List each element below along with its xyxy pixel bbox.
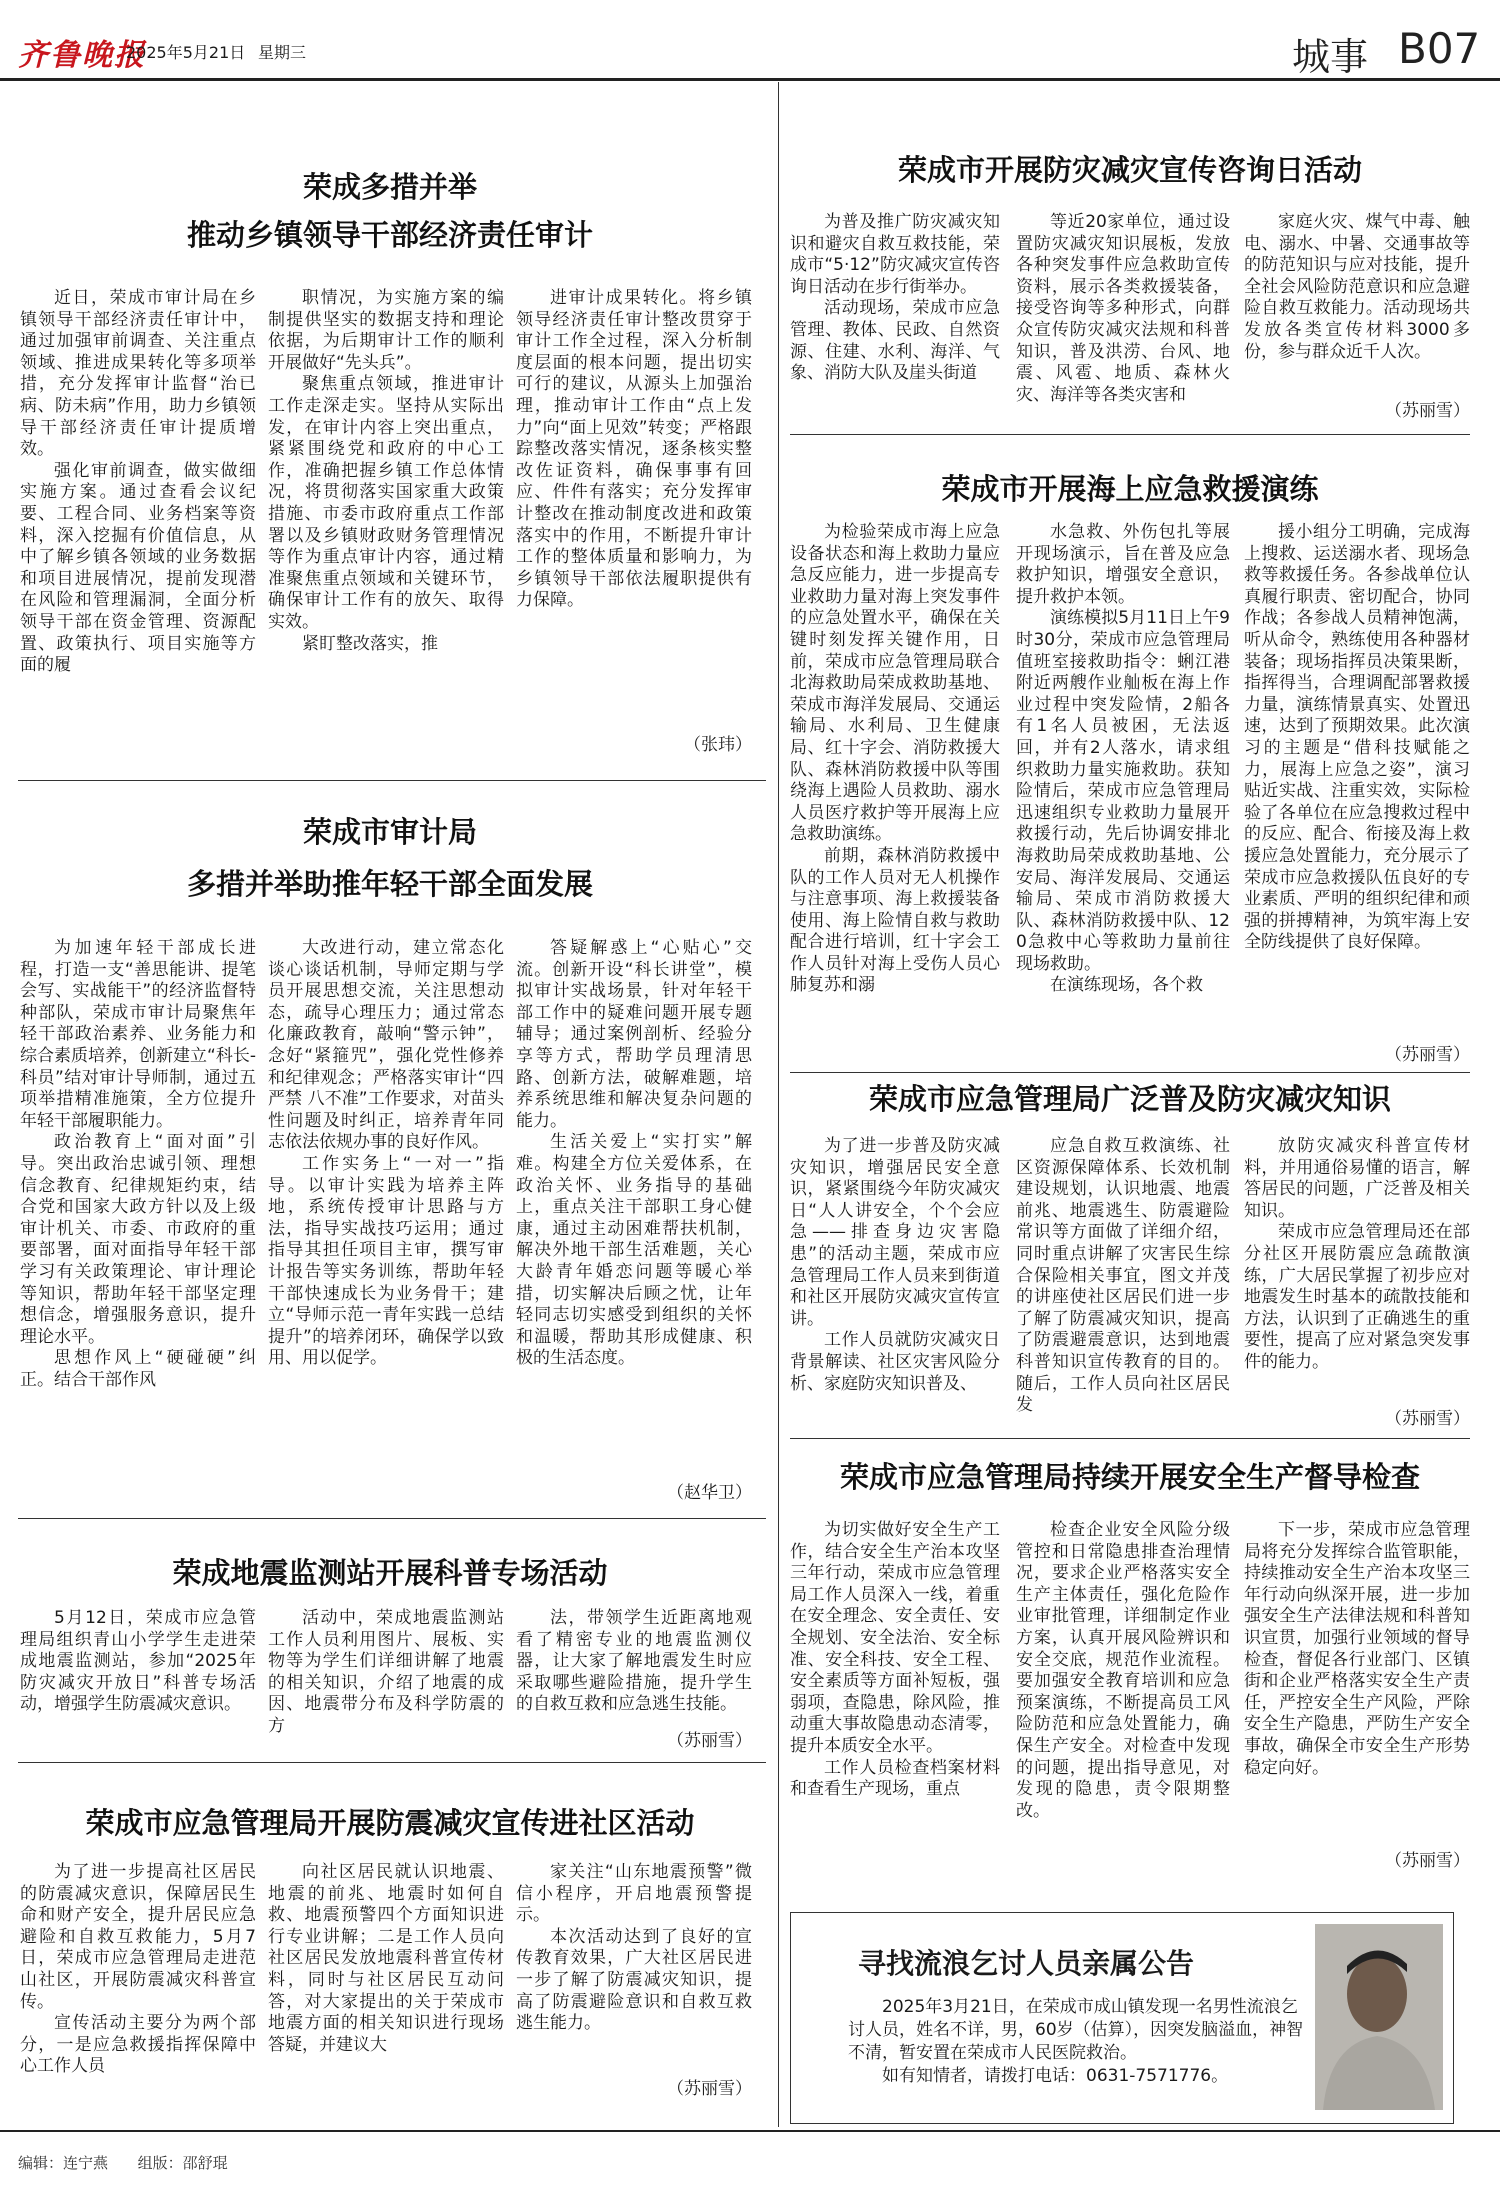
paragraph: 2025年3月21日，在荣成市成山镇发现一名男性流浪乞讨人员，姓名不详，男，60岁（估算），因突发脑溢血，神智不清，暂安置在荣成市人民医院救治。 [848, 1997, 1304, 2063]
article-separator [790, 434, 1470, 435]
article-column: 检查企业安全风险分级管控和日常隐患排查治理情况，要求企业严格落实安全生产主体责任，强化危险作业审批管理，详细制定作业方案，认真开展风险辨识和安全交底，规范作业流程。要加强安全教育培训和应急预案演练，不断提高员工风险防范和应急处置能力，确保生产安全。对检查中发现的问题，提出指导意见，对发现的隐患，责令限期整改。 [1016, 1520, 1230, 1821]
paragraph: 思想作风上“硬碰硬”纠正。结合干部作风 [20, 1348, 256, 1390]
article-subtitle: 多措并举助推年轻干部全面发展 [186, 867, 593, 901]
paragraph: 水急救、外伤包扎等展开现场演示，旨在普及应急救护知识，增强安全意识，提升救护本领。 [1016, 522, 1230, 607]
paragraph: 为了进一步普及防灾减灾知识，增强居民安全意识，紧紧围绕今年防灾减灾日“人人讲安全，个个会应急——排查身边灾害隐患”的活动主题，荣成市应急管理局工作人员来到街道和社区开展防灾减灾宣传宣讲。 [790, 1136, 1000, 1329]
article-byline: （张玮） [684, 735, 752, 755]
article-separator [18, 1762, 766, 1763]
paragraph: 答疑解惑上“心贴心”交流。创新开设“科长讲堂”，模拟审计实战场景，针对年轻干部工作中的疑难问题开展专题辅导；通过案例剖析、经验分享等方式，帮助学员理清思路、创新方法，破解难题，培养系统思维和解决复杂问题的能力。 [516, 938, 752, 1131]
paragraph: 职情况，为实施方案的编制提供坚实的数据支持和理论依据，为后期审计工作的顺利开展做好“先头兵”。 [268, 288, 504, 373]
paragraph: 本次活动达到了良好的宣传教育效果，广大社区居民进一步了解了防震减灾知识，提高了防震避险意识和自救互救逃生能力。 [516, 1926, 752, 2034]
article-byline: （赵华卫） [667, 1483, 752, 1503]
paragraph: 为检验荣成市海上应急设备状态和海上救助力量应急反应能力，进一步提高专业救助力量对海上突发事件的应急处置水平，确保在关键时刻发挥关键作用，日前，荣成市应急管理局联合北海救助局荣成救助基地、荣成市海洋发展局、交通运输局、水利局、卫生健康局、红十字会、消防救援大队、森林消防救援中队等围绕海上遇险人员救助、溺水人员医疗救护等开展海上应急救助演练。 [790, 522, 1000, 845]
article-separator [18, 780, 766, 781]
article-byline: （苏丽雪） [667, 2079, 752, 2099]
article-column: 应急自救互救演练、社区资源保障体系、长效机制建设规划，认识地震、地震前兆、地震逃生、防震避险常识等方面做了详细介绍，同时重点讲解了灾害民生综合保险相关事宜，图文并茂的讲座使社区居民们进一步了解了防震减灾知识，提高了防震避震意识，达到地震科普知识宣传教育的目的。随后，工作人员向社区居民发 [1016, 1136, 1230, 1416]
paragraph: 宣传活动主要分为两个部分，一是应急救援指挥保障中心工作人员 [20, 2013, 256, 2077]
article-column [20, 288, 256, 758]
article-title: 荣成市审计局 [302, 815, 477, 849]
page-number: B07 [1398, 24, 1481, 73]
paragraph: 如有知情者，请拨打电话：0631-7571776。 [882, 2066, 1229, 2086]
article-column [790, 212, 1000, 417]
paragraph: 生活关爱上“实打实”解难。构建全方位关爱体系，在政治关怀、业务指导的基础上，重点关注干部职工身心健康，通过主动困难帮扶机制，解决外地干部生活难题，关心大龄青年婚恋问题等暖心举措，切实解决后顾之忧，让年轻同志切实感受到组织的关怀和温暖，帮助其形成健康、积极的生活态度。 [516, 1132, 752, 1369]
article-title: 荣成多措并举 [302, 170, 477, 204]
article-title: 荣成市应急管理局持续开展安全生产督导检查 [839, 1460, 1420, 1494]
article-byline: （苏丽雪） [1385, 1409, 1470, 1429]
article-title: 荣成市应急管理局开展防震减灾宣传进社区活动 [85, 1806, 695, 1840]
paragraph: 为切实做好安全生产工作，结合安全生产治本攻坚三年行动，荣成市应急管理局工作人员深入一线，着重在安全理念、安全责任、安全规划、安全法治、安全标准、安全科技、安全工程、安全素质等方面补短板，强弱项，查隐患，除风险，推动重大事故隐患动态清零，提升本质安全水平。 [790, 1520, 1000, 1756]
article-byline: （苏丽雪） [667, 1731, 752, 1751]
article-byline: （苏丽雪） [1385, 401, 1470, 421]
paragraph: 近日，荣成市审计局在乡镇领导干部经济责任审计中，通过加强审前调查、关注重点领域、推进成果转化等多项举措，充分发挥审计监督“治已病、防未病”作用，助力乡镇领导干部经济责任审计提质增效。 [20, 288, 256, 460]
article-column [1244, 1136, 1470, 1401]
paragraph: 工作实务上“一对一”指导。以审计实践为培养主阵地，系统传授审计思路与方法，指导实战技巧运用；通过指导其担任项目主审，撰写审计报告等实务训练，帮助年轻干部快速成长为业务骨干；建立“导师示范一青年实践一总结提升”的培养闭环，确保学以致用、用以促学。 [268, 1153, 504, 1369]
paragraph: 放防灾减灾科普宣传材料，并用通俗易懂的语言，解答居民的问题，广泛普及相关知识。 [1244, 1136, 1470, 1221]
paragraph: 强化审前调查，做实做细实施方案。通过查看会议纪要、工程合同、业务档案等资料，深入挖掘有价值信息，从中了解乡镇各领域的业务数据和项目进展情况，提前发现潜在风险和管理漏洞，全面分析领导干部在资金管理、资源配置、政策执行、项目实施等方面的履 [20, 460, 256, 676]
masthead-logo: 齐鲁晚报 [18, 38, 146, 73]
paragraph: 在演练现场，各个救 [1050, 975, 1203, 996]
article-column: 援小组分工明确，完成海上搜救、运送溺水者、现场急救等救援任务。各参战单位认真履行职责、密切配合，协同作战；各参战人员精神饱满，听从命令，熟练使用各种器材装备；现场指挥员决策果断，指挥得当，合理调配部署救援力量，演练情景真实、处置迅速，达到了预期效果。此次演习的主题是“借科技赋能之力，展海上应急之姿”，演习贴近实战、注重实效，实际检验了各单位在应急搜救过程中的反应、配合、衔接及海上救援应急处置能力，充分展示了荣成市应急救援队伍良好的专业素质、严明的组织纪律和顽强的拼搏精神，为筑牢海上安全防线提供了良好保障。 [1244, 522, 1470, 953]
person-photo-placeholder-icon [1315, 1924, 1443, 2110]
article-title: 荣成市应急管理局广泛普及防灾减灾知识 [868, 1082, 1391, 1116]
article-separator [18, 1518, 766, 1519]
article-column: 向社区居民就认识地震、地震的前兆、地震时如何自救、地震预警四个方面知识进行专业讲解；二是工作人员向社区居民发放地震科普宣传材料，同时与社区居民互动问答，对大家提出的关于荣成市地震方面的相关知识进行现场答疑，并建议大 [268, 1862, 504, 2055]
article-column: 家庭火灾、煤气中毒、触电、溺水、中暑、交通事故等的防范知识与应对技能，提升全社会风险防范意识和应急避险自救互救能力。活动现场共发放各类宣传材料3000多份，参与群众近千人次。 [1244, 212, 1470, 362]
article-byline: （苏丽雪） [1385, 1045, 1470, 1065]
footer-editor: 编辑：连宁燕 [18, 2154, 109, 2172]
article-column: 进审计成果转化。将乡镇领导经济责任审计整改贯穿于审计工作全过程，深入分析制度层面的根本问题，提出切实可行的建议，从源头上加强治理，推动审计工作由“点上发力”向“面上见效”转变；严格跟踪整改落实情况，逐条核实整改佐证资料，确保事事有回应、件件有落实；充分发挥审计整改在推动制度改进和政策落实中的作用，不断提升审计工作的整体质量和影响力，为乡镇领导干部依法履职提供有力保障。 [516, 288, 752, 611]
article-title: 荣成地震监测站开展科普专场活动 [172, 1556, 608, 1590]
article-column [790, 522, 1000, 1062]
footer-credits [18, 2152, 228, 2173]
person-photo [1315, 1924, 1443, 2110]
paragraph: 大改进行动，建立常态化谈心谈话机制，导师定期与学员开展思想交流，关注思想动态，疏导心理压力；通过常态化廉政教育，敲响“警示钟”，念好“紧箍咒”，强化党性修养和纪律观念；严格落实审计“四严禁 八不准”工作要求，对苗头性问题及时纠正，培养青年同志依法依规办事的良好作风。 [268, 938, 504, 1153]
page-column-divider [778, 82, 779, 2127]
article-separator [790, 1438, 1470, 1439]
article-column [516, 938, 752, 1478]
notice-body [848, 1996, 1306, 2088]
paragraph: 聚焦重点领域，推进审计工作走深走实。坚持从实际出发，在审计内容上突出重点，紧紧围绕党和政府的中心工作，准确把握乡镇工作总体情况，将贯彻落实国家重大政策措施、市委市政府重点工作部署以及乡镇财政财务管理情况等作为重点审计内容，通过精准聚焦重点领域和关键环节，确保审计工作有的放矢、取得实效。 [268, 374, 504, 632]
paragraph: 为加速年轻干部成长进程，打造一支“善思能讲、提笔会写、实战能干”的经济监督特种部队，荣成市审计局聚焦年轻干部政治素养、业务能力和综合素质培养，创新建立“科长-科员”结对审计导师制，通过五项举措精准施策，全方位提升年轻干部履职能力。 [20, 938, 256, 1131]
paragraph: 为普及推广防灾减灾知识和避灾自救互救技能，荣成市“5·12”防灾减灾宣传咨询日活动在步行街举办。 [790, 212, 1000, 297]
paragraph: 荣成市应急管理局还在部分社区开展防震应急疏散演练，广大居民掌握了初步应对地震发生时基本的疏散技能和方法，认识到了正确逃生的重要性，提高了应对紧急突发事件的能力。 [1244, 1222, 1470, 1372]
article-separator [790, 1072, 1470, 1073]
paragraph: 前期，森林消防救援中队的工作人员对无人机操作与注意事项、海上救援装备使用、海上险情自救与救助配合进行培训，红十字会工作人员针对海上受伤人员心肺复苏和溺 [790, 845, 1000, 996]
notice-title: 寻找流浪乞讨人员亲属公告 [858, 1947, 1195, 1980]
section-name: 城事 [1292, 35, 1369, 79]
article-column [790, 1520, 1000, 1870]
paragraph: 为了进一步提高社区居民的防震减灾意识，保障居民生命和财产安全，提升居民应急避险和自救互救能力，5月7日，荣成市应急管理局走进范山社区，开展防震减灾科普宣传。 [20, 1862, 256, 2012]
article-column [268, 288, 504, 758]
paragraph: 紧盯整改落实，推 [302, 633, 438, 654]
article-column: 等近20家单位，通过设置防灾减灾知识展板，发放各种突发事件应急救助宣传资料，展示各类救援装备，接受咨询等多种形式，向群众宣传防灾减灾法规和科普知识，普及洪涝、台风、地震、风雹、地质、森林火灾、海洋等各类灾害和 [1016, 212, 1230, 405]
article-column: 5月12日，荣成市应急管理局组织青山小学学生走进荣成地震监测站，参加“2025年防灾减灾开放日”科普专场活动，增强学生防震减灾意识。 [20, 1608, 256, 1715]
article-column [20, 1862, 256, 2092]
footer-rule [0, 2130, 1500, 2132]
footer-layout: 组版：邵舒琨 [137, 2154, 228, 2172]
header-rule [0, 78, 1500, 81]
paragraph: 政治教育上“面对面”引导。突出政治忠诚引领、理想信念教育、纪律规矩约束，结合党和国家大政方针以及上级审计机关、市委、市政府的重要部署，面对面指导年轻干部学习有关政策理论、审计理论等知识，帮助年轻干部坚定理想信念，增强服务意识，提升理论水平。 [20, 1132, 256, 1347]
article-column: 活动中，荣成地震监测站工作人员利用图片、展板、实物等为学生们详细讲解了地震的相关知识，介绍了地震的成因、地震带分布及科学防震的方 [268, 1608, 504, 1736]
paragraph: 工作人员检查档案材料和查看生产现场，重点 [790, 1757, 1000, 1800]
article-column [516, 1862, 752, 2062]
article-byline: （苏丽雪） [1385, 1851, 1470, 1871]
issue-weekday: 星期三 [258, 43, 307, 62]
paragraph: 家关注“山东地震预警”微信小程序，开启地震预警提示。 [516, 1862, 752, 1926]
article-column [20, 938, 256, 1506]
article-column: 下一步，荣成市应急管理局将充分发挥综合监管职能，持续推动安全生产治本攻坚三年行动向纵深开展，进一步加强安全生产法律法规和科普知识宣贯，加强行业领域的督导检查，督促各行业部门、区镇街和企业严格落实安全生产责任，严控安全生产风险，严除安全生产隐患，严防生产安全事故，确保全市安全生产形势稳定向好。 [1244, 1520, 1470, 1778]
paragraph: 活动现场，荣成市应急管理、教体、民政、自然资源、住建、水利、海洋、气象、消防大队及崖头街道 [790, 298, 1000, 384]
paragraph: 演练模拟5月11日上午9时30分，荣成市应急管理局值班室接救助指令：蜊江港附近两艘作业舢板在海上作业过程中突发险情，2船各有1名人员被困，无法返回，并有2人落水，请求组织救助力量实施救助。获知险情后，荣成市应急管理局迅速组织专业救助力量展开救援行动，先后协调安排北海救助局荣成救助基地、公安局、海洋发展局、交通运输局、荣成市消防救援大队、森林消防救援中队、120急救中心等救助力量前往现场救助。 [1016, 608, 1230, 974]
article-column [790, 1136, 1000, 1426]
issue-date: 2025年5月21日 [126, 43, 246, 62]
article-column: 法，带领学生近距离地观看了精密专业的地震监测仪器，让大家了解地震发生时应采取哪些避险措施，提升学生的自救互救和应急逃生技能。 [516, 1608, 752, 1715]
article-title: 荣成市开展海上应急救援演练 [941, 472, 1319, 506]
article-subtitle: 推动乡镇领导干部经济责任审计 [186, 218, 593, 252]
article-title: 荣成市开展防灾减灾宣传咨询日活动 [897, 153, 1362, 187]
article-column [1016, 522, 1230, 1062]
article-column [268, 938, 504, 1506]
paragraph: 工作人员就防灾减灾日背景解读、社区灾害风险分析、家庭防灾知识普及、 [790, 1330, 1000, 1394]
